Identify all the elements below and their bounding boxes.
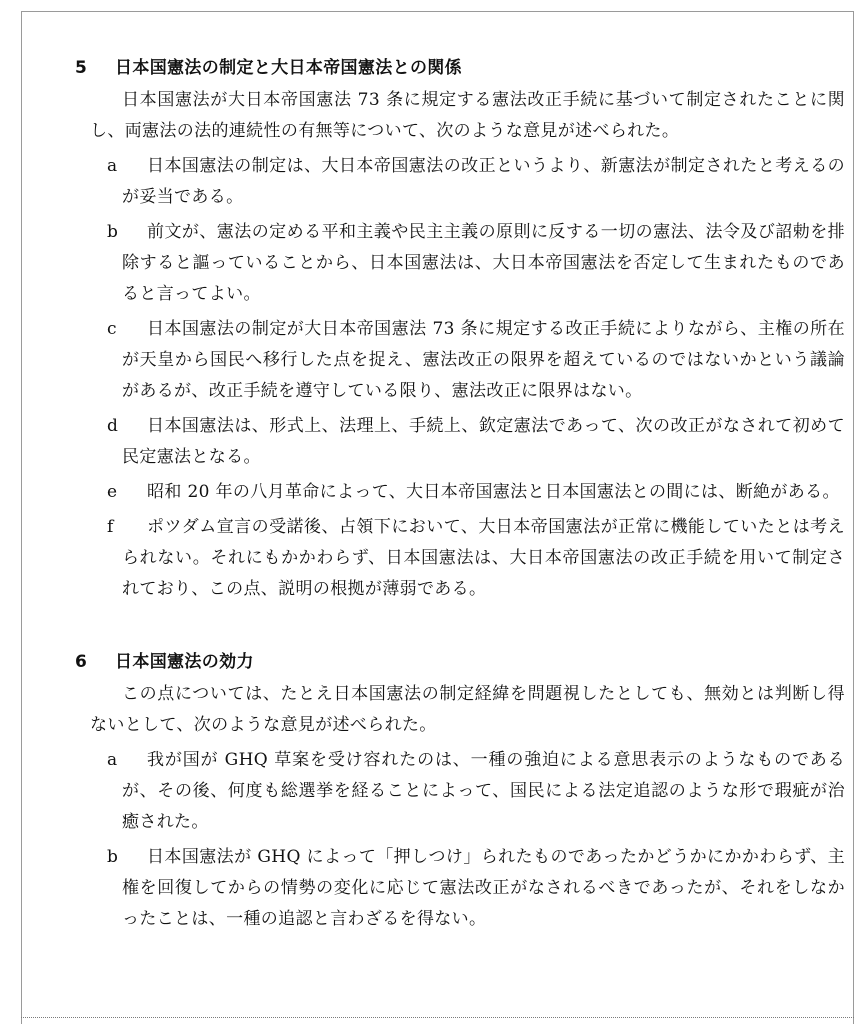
section-number: 5: [75, 58, 88, 78]
list-item: [75, 411, 845, 473]
page-bottom-edge: [21, 1017, 854, 1018]
list-item: [75, 745, 845, 838]
item-text: 日本国憲法の制定は、大日本帝国憲法の改正というより、新憲法が制定されたと考えるのが妥当である。: [122, 156, 845, 207]
item-text: ポツダム宣言の受諾後、占領下において、大日本帝国憲法が正常に機能していたとは考えられない。それにもかかわらず、日本国憲法は、大日本帝国憲法の改正手続を用いて制定されており、この点、説明の根拠が薄弱である。: [122, 517, 845, 599]
section-intro: 日本国憲法が大日本帝国憲法 73 条に規定する憲法改正手続に基づいて制定されたことに関し、両憲法の法的連続性の有無等について、次のような意見が述べられた。: [90, 90, 845, 141]
list-item: [75, 512, 845, 605]
item-text: 前文が、憲法の定める平和主義や民主主義の原則に反する一切の憲法、法令及び詔勅を排除すると謳っていることから、日本国憲法は、大日本帝国憲法を否定して生まれたものであると言ってよい。: [122, 222, 845, 304]
item-letter: d: [107, 416, 119, 436]
section-title: 日本国憲法の制定と大日本帝国憲法との関係: [115, 58, 462, 78]
item-letter: b: [107, 222, 119, 242]
section-title: 日本国憲法の効力: [115, 652, 254, 672]
item-text: 我が国が GHQ 草案を受け容れたのは、一種の強迫による意思表示のようなものであるが、その後、何度も総選挙を経ることによって、国民による法定追認のような形で瑕疵が治癒された。: [122, 750, 845, 832]
item-letter: f: [107, 517, 114, 537]
section-heading: [75, 646, 845, 679]
item-text: 日本国憲法の制定が大日本帝国憲法 73 条に規定する改正手続によりながら、主権の所在が天皇から国民へ移行した点を捉え、憲法改正の限界を超えているのではないかという議論があるが、改正手続を遵守している限り、憲法改正に限界はない。: [122, 319, 845, 401]
item-letter: c: [107, 319, 117, 339]
section-spacer: [75, 605, 845, 646]
section-heading: [75, 52, 845, 85]
section-6: [75, 646, 845, 935]
document-body: [75, 52, 845, 935]
section-intro: この点については、たとえ日本国憲法の制定経緯を問題視したとしても、無効とは判断し得ないとして、次のような意見が述べられた。: [90, 684, 845, 735]
list-item: [75, 151, 845, 213]
item-letter: b: [107, 847, 119, 867]
item-text: 日本国憲法は、形式上、法理上、手続上、欽定憲法であって、次の改正がなされて初めて民定憲法となる。: [122, 416, 845, 467]
item-letter: e: [107, 482, 118, 502]
list-item: [75, 314, 845, 407]
item-letter: a: [107, 750, 118, 770]
item-letter: a: [107, 156, 118, 176]
item-text: 日本国憲法が GHQ によって「押しつけ」られたものであったかどうかにかかわらず、主権を回復してからの情勢の変化に応じて憲法改正がなされるべきであったが、それをしなかったことは、一種の追認と言わざるを得ない。: [122, 847, 845, 929]
item-text: 昭和 20 年の八月革命によって、大日本帝国憲法と日本国憲法との間には、断絶がある。: [147, 482, 840, 502]
list-item: [75, 477, 845, 508]
list-item: [75, 842, 845, 935]
list-item: [75, 217, 845, 310]
section-number: 6: [75, 652, 88, 672]
section-5: [75, 52, 845, 605]
